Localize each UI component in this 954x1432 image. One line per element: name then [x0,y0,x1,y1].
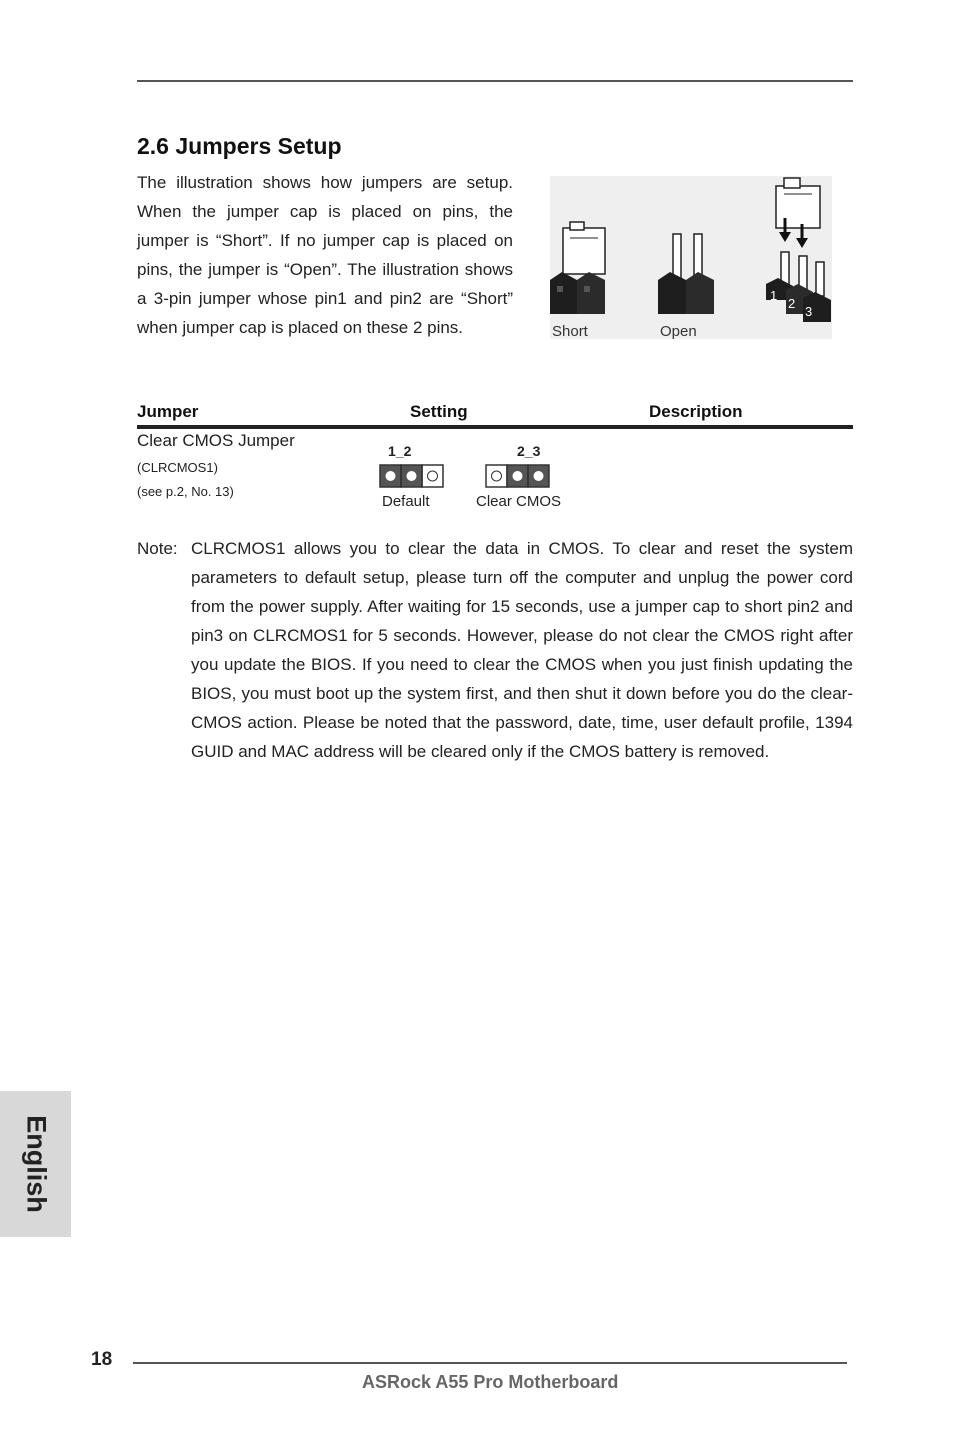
section-title: 2.6 Jumpers Setup [137,133,342,159]
jumper-illustration-graphic [550,176,832,339]
jumper-name: Clear CMOS Jumper [137,431,295,450]
pin-number-3: 3 [805,304,813,319]
pin-2 [513,471,523,481]
note-label: Note: [137,539,178,558]
pin-3 [534,471,544,481]
top-rule [137,80,853,82]
pin-2 [407,471,417,481]
setting-clear-pins: 2_3 [517,443,541,459]
intro-paragraph: The illustration shows how jumpers are setup. When the jumper cap is placed on pins, the jumper is “Short”. If no jumper cap is placed on pins, the jumper is “Open”. The illustration shows a 3-pin jumper whose pin1 and pin2 are “Short” when jumper cap is placed on these 2 pins. [137,173,513,337]
jumper-id: (CLRCMOS1) [137,460,218,475]
language-tab-label: English [21,1115,51,1213]
jumper-reference: (see p.2, No. 13) [137,484,234,499]
footer-product: ASRock A55 Pro Motherboard [362,1372,619,1392]
footer-rule [133,1362,847,1364]
table-header-jumper: Jumper [137,402,199,421]
open-jumper-graphic [658,234,714,314]
pin-1 [386,471,396,481]
open-label: Open [660,323,697,339]
setting-clear-caption: Clear CMOS [476,493,562,510]
page-number: 18 [91,1349,113,1370]
jumper-illustration [550,176,832,339]
setting-default-caption: Default [382,493,430,510]
short-jumper-graphic [550,222,605,314]
short-label: Short [552,323,588,339]
pin-3 [428,471,438,481]
language-tab [0,1091,71,1237]
pin-1 [492,471,502,481]
table-header-description: Description [649,402,743,421]
note-text: CLRCMOS1 allows you to clear the data in CMOS. To clear and reset the system parameters to default setup, please turn off the computer and unplug the power cord from the power supply. After waiting for 15 seconds, use a jumper cap to short pin2 and pin3 on CLRCMOS1 for 5 seconds. However, please do not clear the CMOS right after you update the BIOS. If you need to clear the CMOS when you just finish updating the BIOS, you must boot up the system first, and then shut it down before you do the clear-CMOS action. Please be noted that the password, date, time, user default profile, 1394 GUID and MAC address will be cleared only if the CMOS battery is removed. [191,539,853,761]
jumper-clear-diagram [485,464,551,488]
table-header-setting: Setting [410,402,468,421]
pin-number-1: 1 [770,288,778,303]
setting-default-pins: 1_2 [388,443,412,459]
jumper-default-diagram [379,464,445,488]
table-header-rule [137,425,853,429]
pin-number-2: 2 [788,296,796,311]
